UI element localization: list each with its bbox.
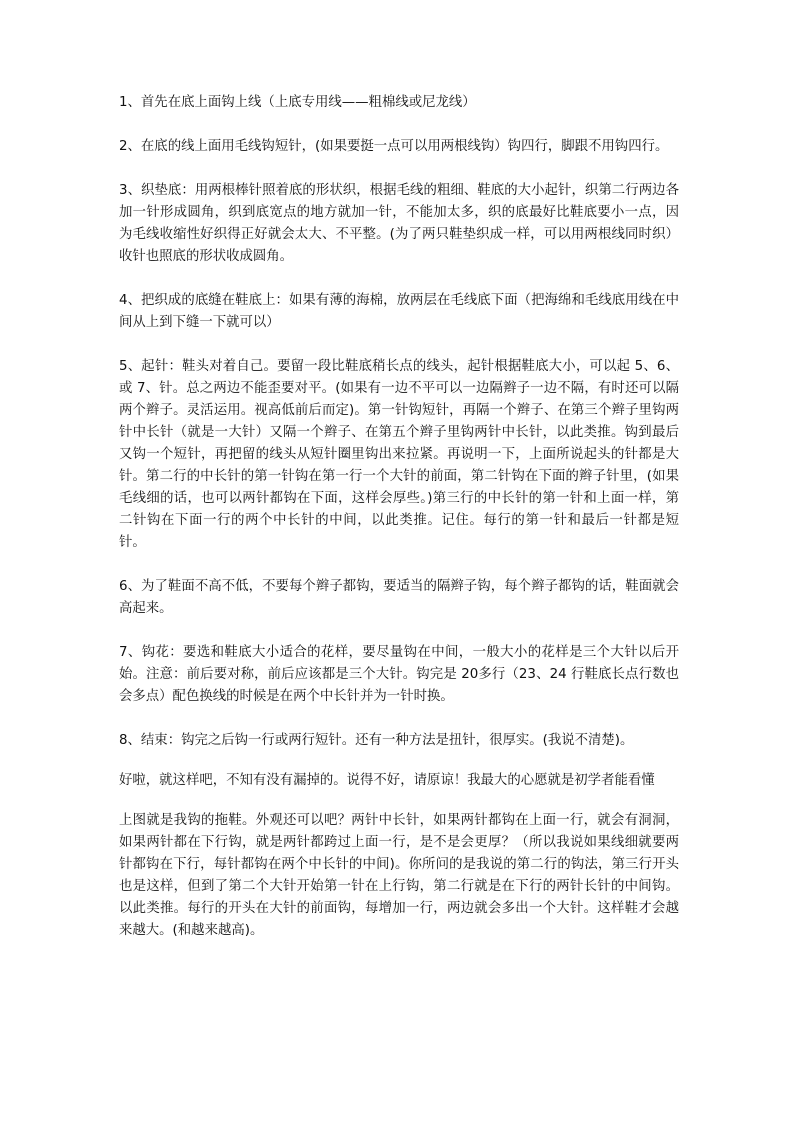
step-5-paragraph: 5、起针：鞋头对着自己。要留一段比鞋底稍长点的线头，起针根据鞋底大小，可以起 5、6、或 7、针。总之两边不能歪要对平。(如果有一边不平可以一边隔辫子一边不隔，有时还可以隔两个辫子。灵活运用。视高低前后而定)。第一针钩短针，再隔一个辫子、在第三个辫子里钩两针中长针（就是一大针）又隔一个辫子、在第五个辫子里钩两针中长针，以此类推。钩到最后又钩一个短针，再把留的线头从短针圈里钩出来拉紧。再说明一下，上面所说起头的针都是大针。第二行的中长针的第一针钩在第一行一个大针的前面，第二针钩在下面的辫子针里，(如果毛线细的话，也可以两针都钩在下面，这样会厚些。)第三行的中长针的第一针和上面一样，第二针钩在下面一行的两个中长针的中间，以此类推。记住。每行的第一针和最后一针都是短针。 [119,359,679,550]
document-body [119,92,679,964]
closing-remark-paragraph: 好啦，就这样吧，不知有没有漏掉的。说得不好，请原谅！我最大的心愿就是初学者能看懂 [119,773,655,788]
step-7-paragraph: 7、钩花：要选和鞋底大小适合的花样，要尽量钩在中间，一般大小的花样是三个大针以后开始。注意：前后要对称，前后应该都是三个大针。钩完是 20多行（23、24 行鞋底长点行数也会多点）配色换线的时候是在两个中长针并为一针时换。 [119,645,679,704]
step-8-paragraph: 8、结束：钩完之后钩一行或两行短针。还有一种方法是扭针，很厚实。(我说不清楚)。 [119,733,634,748]
step-6-paragraph: 6、为了鞋面不高不低，不要每个辫子都钩，要适当的隔辫子钩，每个辫子都钩的话，鞋面就会高起来。 [119,579,679,616]
explanation-paragraph: 上图就是我钩的拖鞋。外观还可以吧？两针中长针，如果两针都钩在上面一行，就会有洞洞，如果两针都在下行钩，就是两针都跨过上面一行，是不是会更厚？（所以我说如果线细就要两针都钩在下行，每针都钩在两个中长针的中间)。你所问的是我说的第二行的钩法，第三行开头也是这样，但到了第二个大针开始第一针在上行钩，第二行就是在下行的两针长针的中间钩。以此类推。每行的开头在大针的前面钩，每增加一行，两边就会多出一个大针。这样鞋才会越来越大。(和越来越高)。 [119,813,679,938]
step-2-paragraph: 2、在底的线上面用毛线钩短针，(如果要挺一点可以用两根线钩）钩四行，脚跟不用钩四行。 [119,139,669,154]
step-3-paragraph: 3、织垫底：用两根棒针照着底的形状织，根据毛线的粗细、鞋底的大小起针，织第二行两边各加一针形成圆角，织到底宽点的地方就加一针，不能加太多，织的底最好比鞋底要小一点，因为毛线收缩性好织得正好就会太大、不平整。(为了两只鞋垫织成一样，可以用两根线同时织）收针也照底的形状收成圆角。 [119,183,679,264]
step-4-paragraph: 4、把织成的底缝在鞋底上：如果有薄的海棉，放两层在毛线底下面（把海绵和毛线底用线在中间从上到下缝一下就可以） [119,293,679,330]
step-1-paragraph: 1、首先在底上面钩上线（上底专用线——粗棉线或尼龙线） [119,95,476,110]
